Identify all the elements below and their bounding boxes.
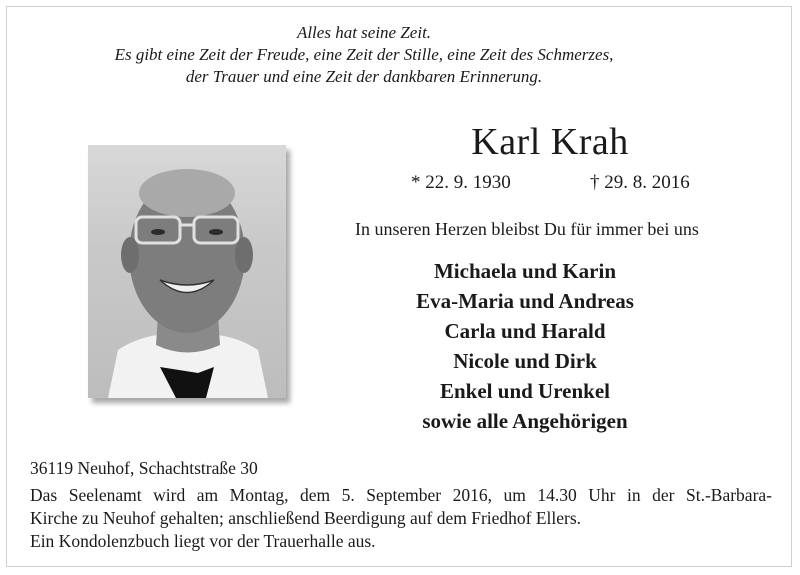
mourner-entry: sowie alle Angehörigen: [422, 409, 628, 433]
deceased-name: Karl Krah: [471, 121, 629, 163]
mourner-entry: Eva-Maria und Andreas: [416, 289, 634, 313]
notice-line-3: Ein Kondolenzbuch liegt vor der Trauerhalle aus.: [30, 531, 376, 551]
notice-line-1: Das Seelenamt wird am Montag, dem 5. September 2016, um 14.30 Uhr in der St.-Barbara-: [30, 485, 772, 505]
dedication-text: In unseren Herzen bleibst Du für immer bei uns: [355, 219, 699, 239]
mourner-entry: Carla und Harald: [444, 319, 606, 343]
motto: [0, 22, 728, 88]
mourner-entry: Michaela und Karin: [433, 259, 617, 283]
portrait-illustration: [88, 145, 286, 398]
family-address: 36119 Neuhof, Schachtstraße 30: [30, 458, 258, 478]
mourner-entry: Nicole und Dirk: [453, 349, 597, 373]
motto-line-2: Es gibt eine Zeit der Freude, eine Zeit der Stille, eine Zeit des Schmerzes,: [114, 45, 614, 64]
mourners-list: [355, 256, 695, 436]
mourner-entry: Enkel und Urenkel: [440, 379, 610, 403]
funeral-notice: [30, 484, 772, 553]
portrait-photo: [88, 145, 286, 398]
notice-line-2: Kirche zu Neuhof gehalten; anschließend Beerdigung auf dem Friedhof Ellers.: [30, 508, 582, 528]
death-date: † 29. 8. 2016: [590, 172, 690, 193]
motto-line-1: Alles hat seine Zeit.: [296, 23, 432, 42]
birth-date: * 22. 9. 1930: [411, 172, 511, 193]
motto-line-3: der Trauer und eine Zeit der dankbaren Erinnerung.: [185, 67, 543, 86]
